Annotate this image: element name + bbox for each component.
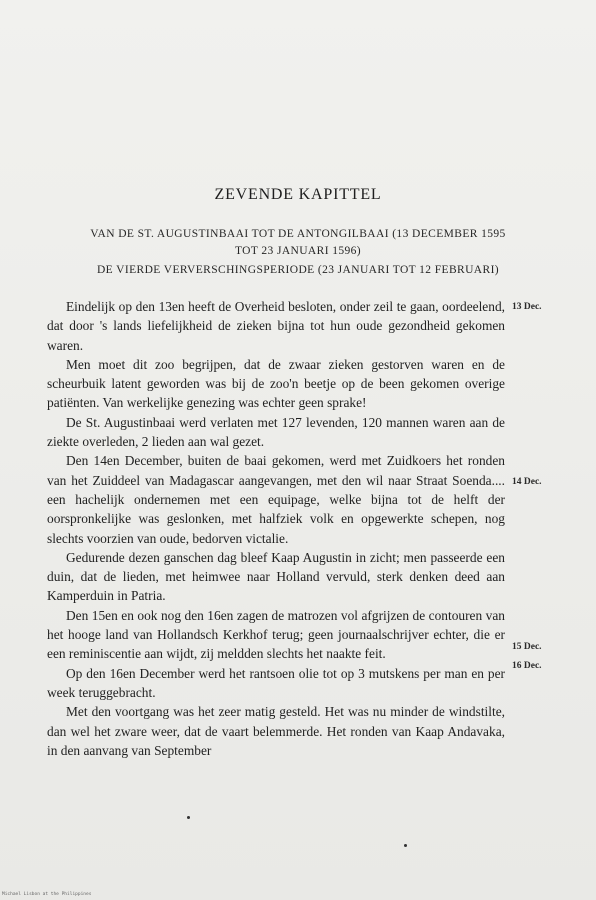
paragraph: Gedurende dezen ganschen dag bleef Kaap Augustin in zicht; men passeerde een duin, dat de lieden, met heimwee naar Holland vervuld, sterk denken deed aan Kamperduin in Patria. [47, 549, 505, 604]
margin-date-note: 14 Dec. [512, 477, 542, 487]
paragraph: Op den 16en December werd het rantsoen olie tot op 3 mutskens per man en per week teruggebracht. [47, 665, 505, 700]
chapter-subtitle-line-1: VAN DE ST. AUGUSTINBAAI TOT DE ANTONGILBAAI (13 DECEMBER 1595 [90, 228, 506, 240]
ink-speck [404, 844, 407, 847]
paragraph: Met den voortgang was het zeer matig gesteld. Het was nu minder de windstilte, dan wel het zware weer, dat de vaart belemmerde. Het ronden van Kaap Andavaka, in den aanvang van September [47, 704, 505, 758]
chapter-subtitle-line-2: TOT 23 JANUARI 1596) [234, 245, 362, 257]
paragraph: Men moet dit zoo begrijpen, dat de zwaar zieken gestorven waren en de scheurbuik latent geworden was bij de zoo'n beetje op de been gekomen overige patiënten. Van werkelijke genezing was echter geen sprake! [47, 356, 505, 411]
margin-date-note: 13 Dec. [512, 302, 542, 312]
ink-speck [187, 816, 190, 819]
paragraph: Eindelijk op den 13en heeft de Overheid besloten, onder zeil te gaan, oordeelend, dat door 's lands liefelijkheid de zieken bijna tot hun oude gezondheid gekomen waren. [47, 299, 505, 353]
chapter-subtitle-line-3: DE VIERDE VERVERSCHINGSPERIODE (23 JANUARI TOT 12 FEBRUARI) [96, 264, 500, 276]
paragraph: De St. Augustinbaai werd verlaten met 127 levenden, 120 mannen waren aan de ziekte overleden, 2 lieden aan wal gezet. [47, 414, 505, 450]
margin-date-note: 16 Dec. [512, 661, 542, 671]
paragraph: Den 14en December, buiten de baai gekomen, werd met Zuidkoers het ronden van het Zuiddeel van Madagascar aangevangen, met den wil naar Straat Soenda.... een hachelijk ondernemen met een equipage, welke bijna tot de helft der oorspronkelijke was geslonken, met halfziek volk en opgewerkte schepen, nog slechts voorzien van oude, bedorven victalie. [47, 453, 505, 546]
chapter-body [47, 297, 505, 760]
chapter-title: ZEVENDE KAPITTEL [214, 186, 382, 203]
paragraph: Den 15en en ook nog den 16en zagen de matrozen vol afgrijzen de contouren van het hooge land van Hollandsch Kerkhof terug; geen journaalschrijver echter, die er een reminiscentie aan wijdt, zij meldden slechts het naakte feit. [47, 607, 505, 662]
margin-date-note: 15 Dec. [512, 642, 542, 652]
scan-footer-text: Michael Lisbon at the Philippines [2, 892, 92, 897]
